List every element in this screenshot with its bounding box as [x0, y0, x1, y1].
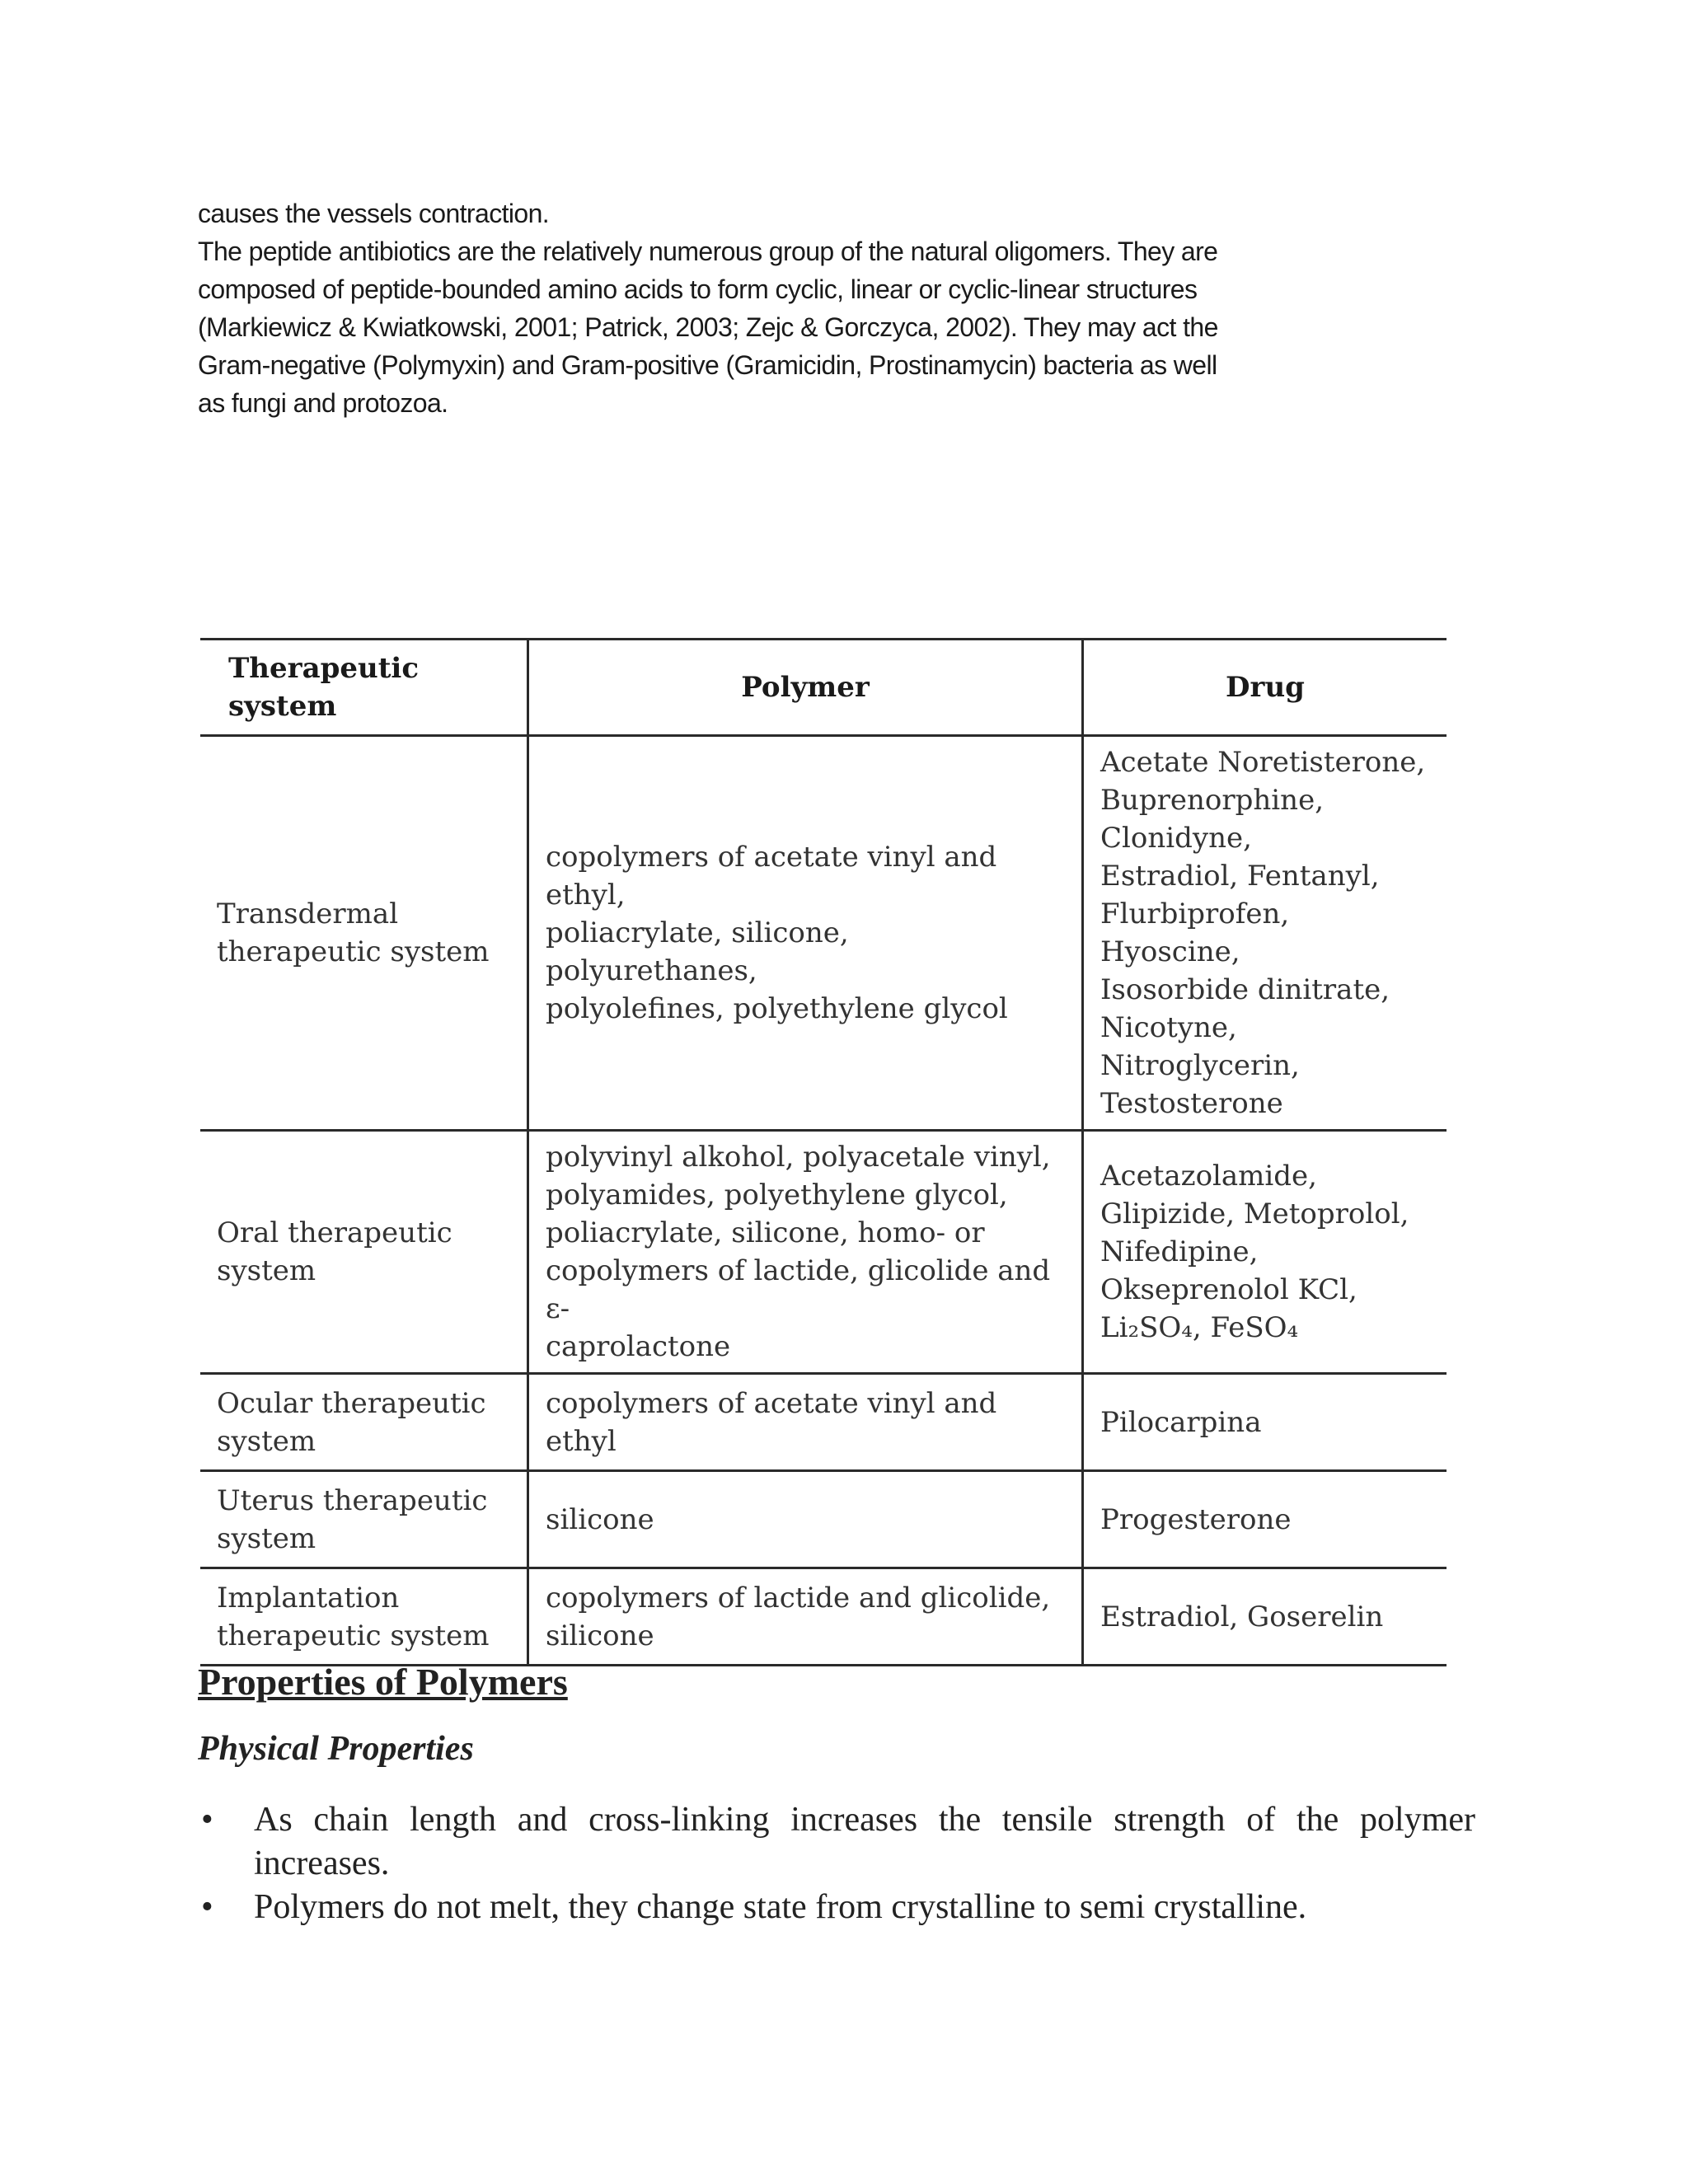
cell-line: Estradiol, Goserelin	[1100, 1600, 1384, 1633]
intro-line: causes the vessels contraction.	[198, 199, 550, 228]
cell-polymer	[528, 1471, 1083, 1568]
cell-line: Transdermal	[217, 898, 399, 930]
cell-line: system	[217, 1424, 316, 1458]
cell-line: system	[217, 1521, 316, 1555]
cell-drug	[1083, 1374, 1447, 1471]
section-title: Properties of Polymers	[198, 1661, 568, 1703]
intro-line: (Markiewicz & Kwiatkowski, 2001; Patrick, 2003; Zejc & Gorczyca, 2002). They may act the	[198, 312, 1218, 342]
cell-line: Testosterone	[1100, 1087, 1283, 1120]
cell-line: Oral therapeutic	[217, 1216, 452, 1249]
cell-line: Implantation	[217, 1581, 400, 1615]
intro-line: Gram-negative (Polymyxin) and Gram-positive (Gramicidin, Prostinamycin) bacteria as well	[198, 350, 1217, 380]
table-row	[200, 1568, 1447, 1666]
cell-line: system	[217, 1254, 316, 1287]
bullet-icon: •	[201, 1801, 213, 1839]
table-header-row	[200, 640, 1447, 736]
cell-line: Acetazolamide,	[1100, 1160, 1317, 1193]
cell-line: therapeutic system	[217, 935, 490, 968]
intro-paragraph	[198, 194, 1385, 422]
cell-line: Isosorbide dinitrate,	[1100, 973, 1390, 1006]
cell-system	[200, 1374, 528, 1471]
cell-system	[200, 1471, 528, 1568]
cell-system	[200, 1568, 528, 1666]
cell-line: poliacrylate, silicone, polyurethanes,	[546, 916, 849, 987]
properties-list	[198, 1798, 1475, 1929]
list-item	[198, 1798, 1475, 1886]
header-polymer: Polymer	[528, 640, 1083, 736]
list-item-text: Polymers do not melt, they change state from crystalline to semi crystalline.	[254, 1888, 1307, 1926]
cell-line: Buprenorphine,	[1100, 784, 1325, 817]
subsection-title: Physical Properties	[198, 1730, 474, 1768]
table-row	[200, 1131, 1447, 1374]
cell-line: Nitroglycerin,	[1100, 1049, 1300, 1082]
list-item-text: As chain length and cross-linking increases the tensile strength of the polymer increases.	[254, 1801, 1475, 1882]
cell-polymer	[528, 1131, 1083, 1374]
cell-line: caprolactone	[546, 1330, 731, 1363]
cell-line: silicone	[546, 1619, 654, 1652]
intro-line: composed of peptide-bounded amino acids to form cyclic, linear or cyclic-linear structures	[198, 274, 1198, 304]
table-row	[200, 736, 1447, 1131]
bullet-icon: •	[201, 1888, 213, 1926]
cell-drug	[1083, 1131, 1447, 1374]
cell-line: Progesterone	[1100, 1502, 1292, 1536]
cell-polymer	[528, 1568, 1083, 1666]
cell-line: copolymers of lactide, glicolide and ε-	[546, 1254, 1051, 1325]
cell-line: Clonidyne,	[1100, 822, 1252, 855]
table-row	[200, 1471, 1447, 1568]
cell-system	[200, 736, 528, 1131]
list-item	[198, 1886, 1475, 1929]
cell-line: silicone	[546, 1502, 654, 1536]
cell-line: Glipizide, Metoprolol,	[1100, 1197, 1409, 1230]
cell-line: Estradiol, Fentanyl,	[1100, 860, 1380, 893]
cell-line: polyamides, polyethylene glycol,	[546, 1179, 1008, 1212]
cell-line: Uterus therapeutic	[217, 1483, 488, 1517]
cell-line: copolymers of acetate vinyl and ethyl	[546, 1386, 997, 1458]
cell-system	[200, 1131, 528, 1374]
cell-line: copolymers of lactide and glicolide,	[546, 1581, 1051, 1615]
cell-line: copolymers of acetate vinyl and ethyl,	[546, 841, 997, 912]
cell-line: Okseprenolol KCl,	[1100, 1273, 1357, 1306]
cell-drug	[1083, 1471, 1447, 1568]
therapeutic-systems-table	[200, 638, 1447, 1666]
header-drug: Drug	[1083, 640, 1447, 736]
header-therapeutic-system: Therapeutic system	[200, 640, 528, 736]
cell-line: Pilocarpina	[1100, 1405, 1262, 1439]
cell-line: polyvinyl alkohol, polyacetale vinyl,	[546, 1141, 1051, 1174]
cell-line: Ocular therapeutic	[217, 1386, 486, 1420]
cell-drug	[1083, 1568, 1447, 1666]
cell-line: Flurbiprofen, Hyoscine,	[1100, 898, 1290, 968]
cell-line: Nicotyne,	[1100, 1011, 1237, 1044]
table-row	[200, 1374, 1447, 1471]
cell-line: polyolefines, polyethylene glycol	[546, 992, 1008, 1025]
cell-line: Acetate Noretisterone,	[1100, 746, 1426, 779]
cell-line: Nifedipine,	[1100, 1235, 1259, 1268]
cell-line: poliacrylate, silicone, homo- or	[546, 1216, 985, 1249]
cell-line: Li₂SO₄, FeSO₄	[1100, 1311, 1299, 1344]
cell-line: therapeutic system	[217, 1619, 490, 1652]
intro-line: The peptide antibiotics are the relatively numerous group of the natural oligomers. They are	[198, 237, 1218, 266]
cell-polymer	[528, 1374, 1083, 1471]
intro-line: as fungi and protozoa.	[198, 388, 448, 418]
cell-polymer	[528, 736, 1083, 1131]
cell-drug	[1083, 736, 1447, 1131]
